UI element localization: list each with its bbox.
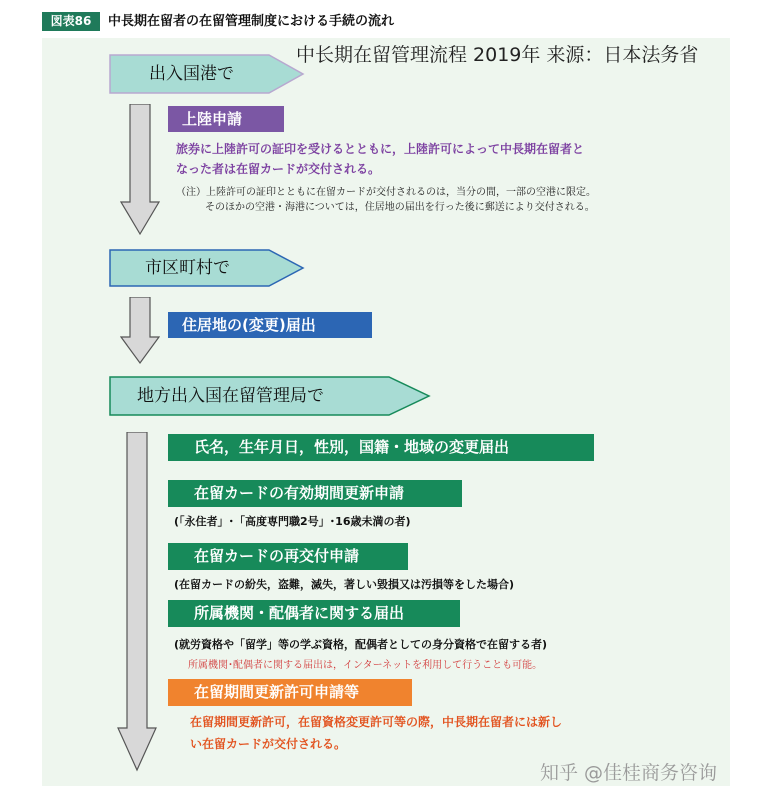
step-card-reissue: 在留カードの再交付申請: [168, 543, 408, 570]
affiliation-note: (就労資格や「留学」等の学ぶ資格，配偶者としての身分資格で在留する者): [174, 638, 548, 651]
stage-municipality: [109, 249, 305, 287]
step-residence-notification: 住居地の(変更)届出: [168, 312, 372, 338]
affiliation-online-note: 所属機関･配偶者に関する届出は，インターネットを利用して行うことも可能。: [188, 660, 543, 671]
step-affiliation-notification: 所属機関・配偶者に関する届出: [168, 600, 460, 627]
period-renewal-line2: い在留カードが交付される。: [190, 737, 347, 751]
stage-regional-bureau: [109, 376, 431, 416]
step-change-notification: 氏名，生年月日，性別，国籍・地域の変更届出: [168, 434, 594, 461]
figure-badge: 図表86: [42, 12, 100, 31]
landing-desc-line2: なった者は在留カードが交付される。: [176, 162, 381, 176]
step-landing-application: 上陸申請: [168, 106, 284, 132]
figure-title: 中長期在留者の在留管理制度における手続の流れ: [108, 14, 395, 29]
step-period-renewal: 在留期間更新許可申請等: [168, 679, 412, 706]
arrow-down-3: [117, 432, 157, 772]
step-card-renewal: 在留カードの有効期間更新申請: [168, 480, 462, 507]
landing-note-line2: そのほかの空港・海港については，住居地の届出を行った後に郵送により交付される。: [205, 202, 595, 213]
card-renewal-note: (「永住者」･「高度専門職2号」･16歳未満の者): [174, 515, 411, 528]
stage-regional-label: 地方出入国在留管理局で: [137, 386, 324, 406]
stage-port: [109, 54, 305, 94]
stage-municipality-label: 市区町村で: [145, 258, 230, 278]
landing-note-line1: （注）上陸許可の証印とともに在留カードが交付されるのは，当分の間，一部の空港に限定。: [176, 187, 596, 198]
arrow-down-2: [120, 297, 160, 365]
watermark: 知乎 @佳桂商务咨询: [540, 762, 718, 784]
stage-port-label: 出入国港で: [149, 64, 234, 84]
period-renewal-line1: 在留期間更新許可，在留資格変更許可等の際，中長期在留者には新し: [190, 715, 563, 729]
source-note: 中长期在留管理流程 2019年 来源：日本法务省: [296, 44, 699, 66]
landing-desc-line1: 旅券に上陸許可の証印を受けるとともに，上陸許可によって中長期在留者と: [176, 142, 585, 156]
arrow-down-1: [120, 104, 160, 236]
card-reissue-note: (在留カードの紛失，盗難，滅失，著しい毀損又は汚損等をした場合): [174, 578, 515, 591]
